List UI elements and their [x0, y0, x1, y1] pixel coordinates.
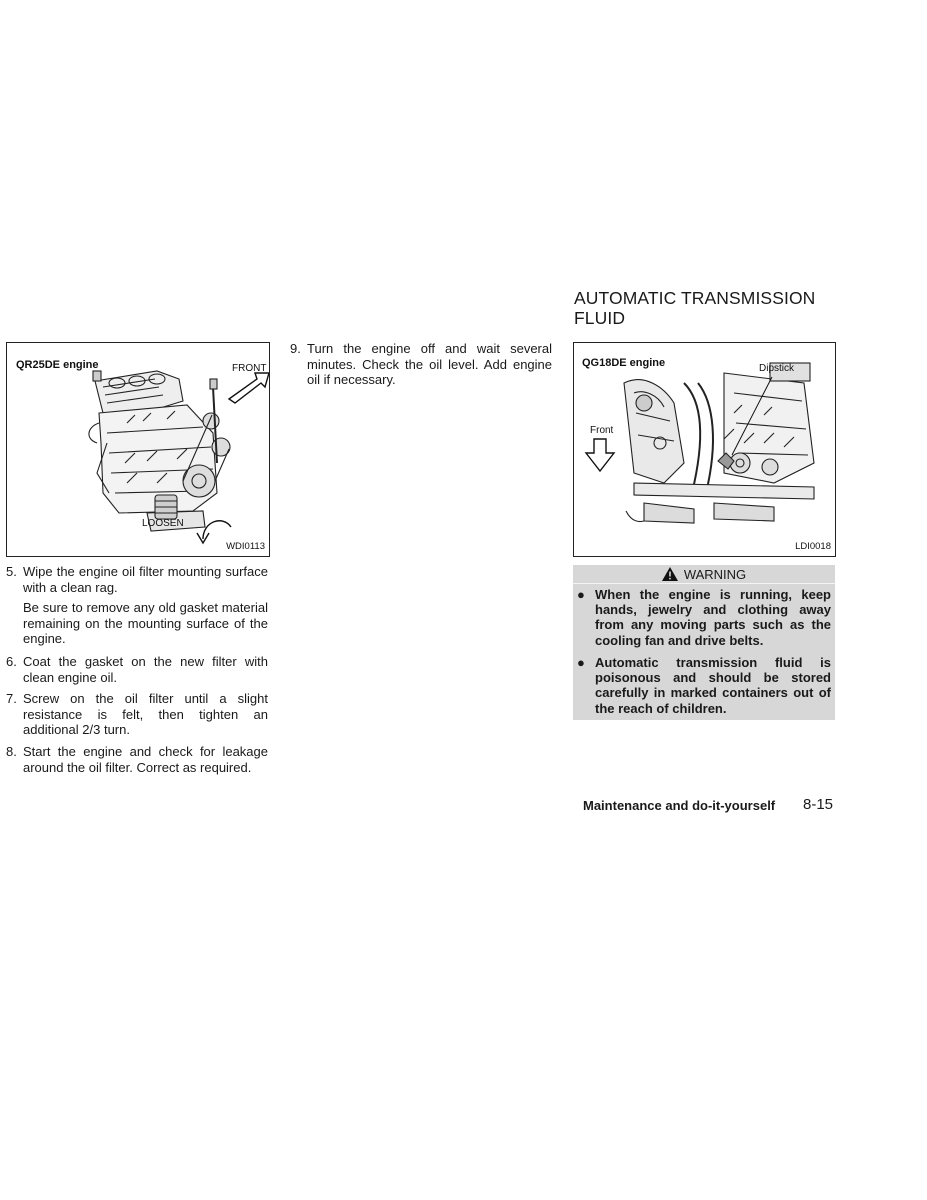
- warning-triangle-icon: [662, 567, 678, 581]
- engine-label: QR25DE engine: [16, 359, 99, 371]
- step-6: [6, 654, 268, 685]
- step-number: 6.: [6, 654, 17, 669]
- warning-text: Automatic transmission fluid is poisonous and should be stored carefully in marked containers out of the reach of children.: [595, 655, 831, 716]
- warning-item: [577, 655, 831, 716]
- footer-section-title: Maintenance and do-it-yourself: [583, 798, 776, 813]
- engine-label: QG18DE engine: [582, 357, 666, 369]
- figure-qr25de-engine: [6, 342, 270, 557]
- step-number: 5.: [6, 564, 17, 579]
- figure-qg18de-engine: [573, 342, 836, 557]
- warning-header: [573, 565, 835, 584]
- step-9: [290, 341, 552, 388]
- step-number: 7.: [6, 691, 17, 706]
- step-text: Screw on the oil filter until a slight resistance is felt, then tighten an additional 2/3 turn.: [23, 691, 268, 737]
- warning-text: When the engine is running, keep hands, jewelry and clothing away from any moving parts such as the cooling fan and drive belts.: [595, 587, 831, 648]
- step-5-note: Be sure to remove any old gasket material remaining on the mounting surface of the engine.: [23, 600, 268, 646]
- step-text: Turn the engine off and wait several minutes. Check the oil level. Add engine oil if necessary.: [307, 341, 552, 387]
- step-number: 9.: [290, 341, 301, 356]
- step-number: 8.: [6, 744, 17, 759]
- front-label: FRONT: [232, 363, 267, 374]
- step-8: [6, 744, 268, 775]
- step-5: [6, 564, 268, 595]
- step-text: Wipe the engine oil filter mounting surface with a clean rag.: [23, 564, 268, 595]
- step-text: Start the engine and check for leakage around the oil filter. Correct as required.: [23, 744, 268, 775]
- warning-item: [577, 587, 831, 648]
- dipstick-label: Dipstick: [759, 363, 795, 374]
- engine-illustration: [7, 343, 269, 556]
- bullet-icon: ●: [577, 655, 585, 670]
- step-7: [6, 691, 268, 738]
- engine-bay-illustration: [574, 343, 835, 556]
- figure-code: LDI0018: [795, 541, 831, 552]
- step-text: Coat the gasket on the new filter with clean engine oil.: [23, 654, 268, 685]
- loosen-label: LOOSEN: [142, 518, 184, 529]
- bullet-icon: ●: [577, 587, 585, 602]
- footer-page-number: 8-15: [803, 796, 834, 813]
- front-label: Front: [590, 425, 614, 436]
- section-title: AUTOMATIC TRANSMISSION FLUID: [574, 288, 816, 328]
- warning-title: WARNING: [683, 567, 747, 582]
- warning-box: [573, 565, 835, 720]
- figure-code: WDI0113: [226, 541, 265, 552]
